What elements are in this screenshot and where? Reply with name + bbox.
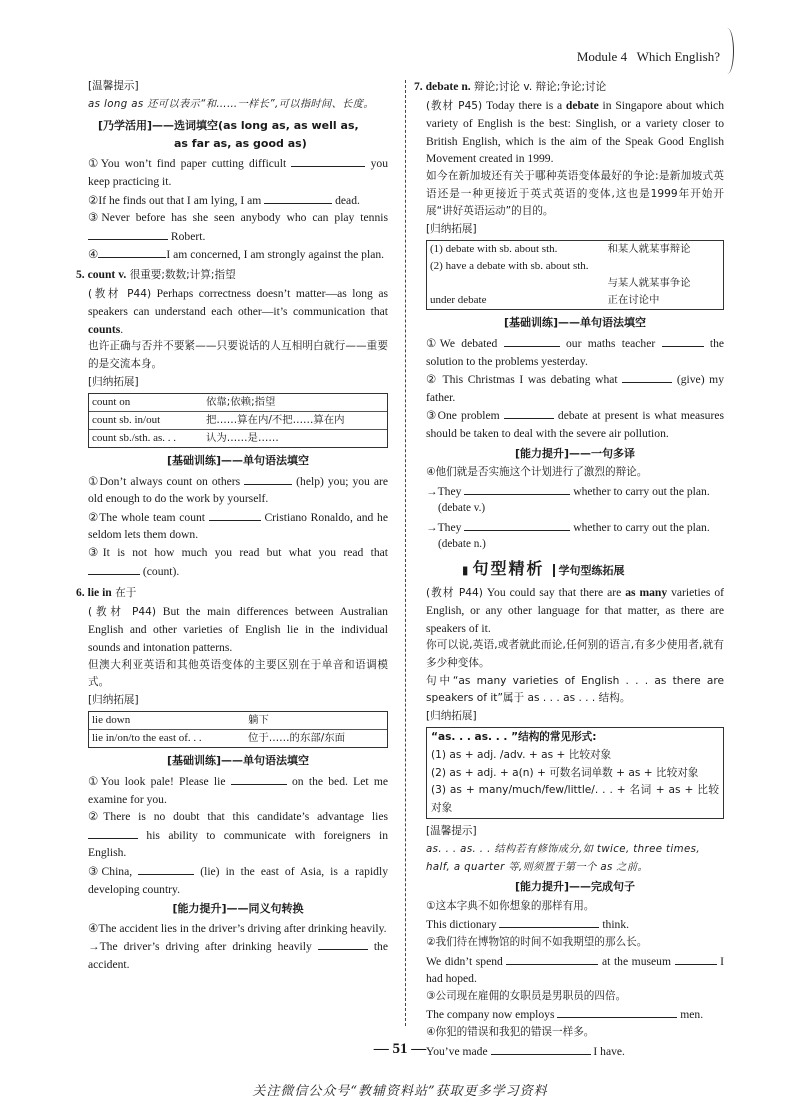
complete-item-en: You’ve made I have. <box>426 1042 724 1061</box>
answer-blank[interactable] <box>675 952 717 965</box>
practice-item-4: ④ I am concerned, I am strongly against the plan. <box>88 245 388 264</box>
complete-item-en: We didn’t spend at the museum I had hoped. <box>426 952 724 988</box>
answer-blank[interactable] <box>209 508 261 521</box>
sentence-translation: 你可以说,英语,或者就此而论,任何别的语言,有多少使用者,就有多少种变体。 <box>426 639 724 670</box>
section-banner <box>462 560 724 580</box>
footer-text: 关注微信公众号“教辅资料站”获取更多学习资料 <box>252 1084 548 1099</box>
practice-title: [乃学活用]——选词填空(as long as, as well as, <box>98 119 359 133</box>
extension-label: [归纳拓展] <box>426 222 477 235</box>
column-divider <box>405 80 406 1026</box>
answer-blank[interactable] <box>662 334 704 347</box>
table-row: count on 依靠;依赖;指望 <box>92 396 276 409</box>
complete-item-cn: ③公司现在雇佣的女职员是男职员的四倍。 <box>426 989 627 1002</box>
answer-blank[interactable] <box>557 1005 677 1018</box>
ability-question: ④他们就是否实施这个计划进行了激烈的辩论。 <box>426 466 648 479</box>
table-row: under debate 正在讨论中 <box>430 294 660 307</box>
box-row: (3) as + many/much/few/little/. . . + 名词 + as + 比较对象 <box>431 784 719 814</box>
ability-question: ④The accident lies in the driver’s driving after drinking heavily. <box>88 921 387 935</box>
entry-7-title: 7. debate n. 辩论;讨论 v. 辩论;争论;讨论 <box>414 80 607 93</box>
practice-title-cont: as far as, as good as) <box>174 136 307 150</box>
practice-item-2: ②If he finds out that I am lying, I am dead. <box>88 191 388 210</box>
answer-blank[interactable] <box>88 826 138 839</box>
module-label: Module 4 <box>576 49 628 64</box>
drill-item: ② This Christmas I was debating what (give) my father. <box>426 370 724 406</box>
table-row: count sb. in/out 把……算在内/不把……算在内 <box>89 412 387 430</box>
table-row: (1) debate with sb. about sth. 和某人就某事辩论 <box>430 243 691 256</box>
complete-item-cn: ④你犯的错误和我犯的错误一样多。 <box>426 1025 595 1038</box>
ability-answer: →The driver’s driving after drinking heavily the accident. <box>88 937 388 973</box>
answer-blank[interactable] <box>88 562 140 575</box>
entry-6-translation: 但澳大利亚英语和其他英语变体的主要区别在于单音和语调模式。 <box>88 658 388 689</box>
answer-blank[interactable] <box>264 191 332 204</box>
answer-blank[interactable] <box>622 370 672 383</box>
answer-blank[interactable] <box>499 915 599 928</box>
drill-item: ③China, (lie) in the east of Asia, is a rapidly developing country. <box>88 862 388 898</box>
tip-label: [温馨提示] <box>426 825 477 838</box>
entry-7-translation: 如今在新加坡还有关于哪种英语变体最好的争论:是新加坡式英语还是一种更接近于英式英语的变体,这也是1999年开始开展“讲好英语运动”的目的。 <box>426 169 724 218</box>
answer-blank[interactable] <box>138 862 194 875</box>
ability-answer: →They whether to carry out the plan. <box>426 518 724 537</box>
complete-item-en: This dictionary think. <box>426 915 724 934</box>
answer-blank[interactable] <box>88 227 168 240</box>
entry-6-example: (教材 P44) But the main differences between Australian English and other varieties of English lie in the individual sounds and intonation patterns. <box>88 604 388 655</box>
ability-title: [能力提升]——一句多译 <box>514 446 636 460</box>
table-row: 与某人就某事争论 <box>607 277 691 290</box>
ability-answer: →They whether to carry out the plan. <box>426 482 724 501</box>
entry-5-title: 5. count v. 很重要;数数;计算;指望 <box>76 267 236 281</box>
tip-text: as. . . as. . . 结构若有修饰成分,如 twice, three times, half, a quarter 等,则须置于第一个 as 之前。 <box>426 843 701 873</box>
extension-label: [归纳拓展] <box>426 709 477 722</box>
complete-item-en: The company now employs men. <box>426 1005 724 1024</box>
answer-blank[interactable] <box>318 937 368 950</box>
page-header <box>577 48 720 66</box>
complete-item-cn: ①这本字典不如你想象的那样有用。 <box>426 899 595 912</box>
drill-item: ①Don’t always count on others (help) you; you are old enough to do the work by yourself. <box>88 472 388 508</box>
drill-item: ③One problem debate at present is what measures should be taken to deal with the severe air pollution. <box>426 406 724 442</box>
right-column <box>414 78 725 1060</box>
extension-label: [归纳拓展] <box>88 375 139 388</box>
drill-title: [基础训练]——单句语法填空 <box>503 316 647 330</box>
drill-item: ①We debated our maths teacher the solution to the problems yesterday. <box>426 334 724 370</box>
drill-item: ③It is not how much you read but what you read that (count). <box>88 546 388 578</box>
entry-7-example: (教材 P45) Today there is a debate in Singapore about which variety of English is the best: Singlish, or a variety closer to British English, which is the aim of the Speak Good English Movement created in 1999. <box>426 98 724 166</box>
sentence-extension-box <box>426 727 724 819</box>
extension-label: [归纳拓展] <box>88 693 139 706</box>
answer-blank[interactable] <box>98 245 166 258</box>
drill-item: ②The whole team count Cristiano Ronaldo, and he seldom lets them down. <box>88 508 388 544</box>
table-row: lie in/on/to the east of. . . 位于……的东部/东面 <box>89 730 387 748</box>
ability-note: (debate v.) <box>438 502 486 515</box>
box-row: (1) as + adj. /adv. + as + 比较对象 <box>431 749 612 761</box>
entry-6-title: 6. lie in 在于 <box>76 586 137 600</box>
banner-subtitle: 学句型练拓展 <box>553 564 625 577</box>
ability-title: [能力提升]——完成句子 <box>514 880 636 894</box>
entry-6-extension-table <box>88 711 388 748</box>
answer-blank[interactable] <box>464 482 570 495</box>
ability-title: [能力提升]——同义句转换 <box>172 902 304 916</box>
entry-5-extension-table <box>88 393 388 448</box>
ability-note: (debate n.) <box>438 538 486 551</box>
answer-blank[interactable] <box>231 772 287 785</box>
answer-blank[interactable] <box>464 518 570 531</box>
answer-blank[interactable] <box>291 154 365 167</box>
tip-text: as long as 还可以表示“和……一样长”,可以指时间、长度。 <box>88 98 374 110</box>
answer-blank[interactable] <box>244 472 292 485</box>
table-row: (2) have a debate with sb. about sth. <box>430 260 589 273</box>
table-row: lie down 躺下 <box>92 714 269 727</box>
left-column <box>76 78 388 974</box>
answer-blank[interactable] <box>506 952 598 965</box>
header-decoration <box>723 28 734 74</box>
practice-item-1: ①You won’t find paper cutting difficult you keep practicing it. <box>88 154 388 190</box>
tip-label: [温馨提示] <box>88 80 139 92</box>
entry-5-example: (教材 P44) Perhaps correctness doesn’t matter—as long as speakers can understand each other—it’s communication that counts. <box>88 286 388 336</box>
complete-item-cn: ②我们待在博物馆的时间不如我期望的那么长。 <box>426 935 648 948</box>
box-title: “as. . . as. . . ”结构的常见形式: <box>431 731 597 744</box>
drill-item: ②There is no doubt that this candidate’s advantage lies his ability to communicate with foreigners in English. <box>88 810 388 860</box>
practice-item-3: ③Never before has she seen anybody who can play tennis Robert. <box>88 211 388 243</box>
answer-blank[interactable] <box>504 334 560 347</box>
box-row: (2) as + adj. + a(n) + 可数名词单数 + as + 比较对象 <box>431 766 699 779</box>
module-title: Which English? <box>636 49 720 64</box>
sentence-example: (教材 P44) You could say that there are as many varieties of English, or any other language for that matter, as there are speakers of it. <box>426 585 724 635</box>
table-row: count sb./sth. as. . . 认为……是…… <box>89 430 387 448</box>
drill-title: [基础训练]——单句语法填空 <box>166 454 310 468</box>
answer-blank[interactable] <box>504 406 554 419</box>
page-number: — 51 — <box>373 1041 427 1057</box>
banner-title: 句型精析 <box>472 559 545 579</box>
entry-5-translation: 也许正确与否并不要紧——只要说话的人互相明白就行——重要的是交流本身。 <box>88 340 388 370</box>
banner-icon: ▮ <box>462 563 469 578</box>
drill-title: [基础训练]——单句语法填空 <box>166 754 310 768</box>
entry-7-extension-box <box>426 240 724 310</box>
sentence-note: 句中“as many varieties of English . . . as there are speakers of it”属于 as . . . as . . . 结构。 <box>426 674 724 705</box>
drill-item: ①You look pale! Please lie on the bed. Let me examine for you. <box>88 772 388 808</box>
